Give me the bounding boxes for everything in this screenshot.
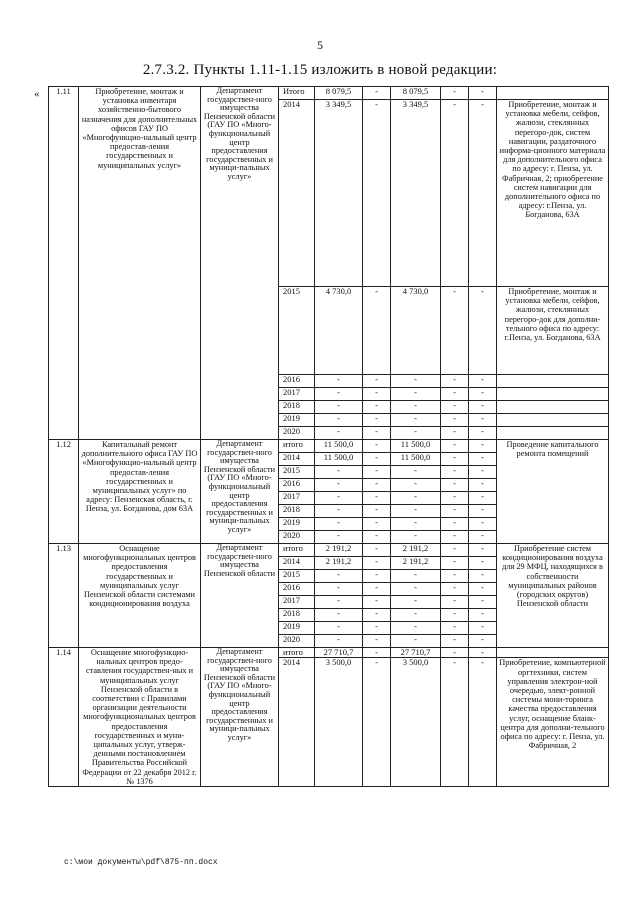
total-cell: 3 500,0 xyxy=(315,658,363,787)
federal-cell: - xyxy=(363,440,391,453)
total-cell: 4 730,0 xyxy=(315,287,363,375)
total-cell: - xyxy=(315,570,363,583)
federal-cell: - xyxy=(363,100,391,287)
federal-cell: - xyxy=(363,583,391,596)
regional-cell: 3 349,5 xyxy=(391,100,441,287)
federal-cell: - xyxy=(363,570,391,583)
offbudget-cell: - xyxy=(469,505,497,518)
year-cell: Итого xyxy=(279,87,315,100)
regional-cell: - xyxy=(391,479,441,492)
result-cell xyxy=(497,401,609,414)
offbudget-cell: - xyxy=(469,100,497,287)
item-executor: Департамент государствен-ного имущества Пензенской области (ГАУ ПО «Много-функциональный центр предоставления государственных и муници-пальных услуг» xyxy=(201,440,279,544)
program-table xyxy=(48,86,609,787)
regional-cell: - xyxy=(391,414,441,427)
year-cell: 2017 xyxy=(279,492,315,505)
year-cell: 2014 xyxy=(279,557,315,570)
municipal-cell: - xyxy=(441,505,469,518)
municipal-cell: - xyxy=(441,401,469,414)
year-cell: 2016 xyxy=(279,583,315,596)
regional-cell: 11 500,0 xyxy=(391,453,441,466)
total-cell: - xyxy=(315,518,363,531)
item-executor: Департамент государствен-ного имущества Пензенской области (ГАУ ПО «Много-функциональный центр предоставления государственных и муници-пальных услуг» xyxy=(201,87,279,440)
total-cell: 2 191,2 xyxy=(315,544,363,557)
result-cell xyxy=(497,388,609,401)
federal-cell: - xyxy=(363,635,391,648)
offbudget-cell: - xyxy=(469,388,497,401)
federal-cell: - xyxy=(363,609,391,622)
result-cell: Приобретение, монтаж и установка мебели, сейфов, жалюзи, стеклянных перегоро-док для дополни-тельного офиса по адресу: г.Пенза, ул. Богданова, 63А xyxy=(497,287,609,375)
federal-cell: - xyxy=(363,544,391,557)
year-cell: итого xyxy=(279,440,315,453)
federal-cell: - xyxy=(363,622,391,635)
regional-cell: 2 191,2 xyxy=(391,557,441,570)
municipal-cell: - xyxy=(441,414,469,427)
municipal-cell: - xyxy=(441,531,469,544)
result-cell: Приобретение, компьютерной оргтехники, систем управления электрон-ной очередью, элект-ронной системы мони-торинга качества предоставления услуг, оснащение бланк-центра для дополни-тельного офиса по адресу: г. Пенза, ул. Фабричная, 2 xyxy=(497,658,609,787)
year-cell: 2018 xyxy=(279,505,315,518)
federal-cell: - xyxy=(363,557,391,570)
regional-cell: - xyxy=(391,375,441,388)
federal-cell: - xyxy=(363,414,391,427)
regional-cell: 4 730,0 xyxy=(391,287,441,375)
municipal-cell: - xyxy=(441,388,469,401)
federal-cell: - xyxy=(363,375,391,388)
total-cell: - xyxy=(315,414,363,427)
municipal-cell: - xyxy=(441,466,469,479)
year-cell: 2014 xyxy=(279,658,315,787)
table-row xyxy=(49,648,609,658)
offbudget-cell: - xyxy=(469,492,497,505)
offbudget-cell: - xyxy=(469,531,497,544)
regional-cell: - xyxy=(391,596,441,609)
municipal-cell: - xyxy=(441,440,469,453)
municipal-cell: - xyxy=(441,518,469,531)
table-row xyxy=(49,440,609,453)
federal-cell: - xyxy=(363,466,391,479)
year-cell: 2015 xyxy=(279,287,315,375)
opening-quote: « xyxy=(34,88,40,100)
total-cell: - xyxy=(315,492,363,505)
regional-cell: - xyxy=(391,427,441,440)
year-cell: 2014 xyxy=(279,100,315,287)
table-row xyxy=(49,544,609,557)
offbudget-cell: - xyxy=(469,570,497,583)
total-cell: - xyxy=(315,505,363,518)
year-cell: 2018 xyxy=(279,401,315,414)
municipal-cell: - xyxy=(441,287,469,375)
offbudget-cell: - xyxy=(469,375,497,388)
municipal-cell: - xyxy=(441,658,469,787)
municipal-cell: - xyxy=(441,100,469,287)
regional-cell: - xyxy=(391,492,441,505)
total-cell: - xyxy=(315,427,363,440)
item-name: Оснащение многофункциональных центров предоставления государственных и муниципальных услуг Пензенской области системами кондиционирования воздуха xyxy=(79,544,201,648)
regional-cell: - xyxy=(391,635,441,648)
total-cell: 2 191,2 xyxy=(315,557,363,570)
offbudget-cell: - xyxy=(469,518,497,531)
result-cell xyxy=(497,648,609,658)
page-number: 5 xyxy=(317,38,323,52)
offbudget-cell: - xyxy=(469,557,497,570)
municipal-cell: - xyxy=(441,622,469,635)
result-cell: Приобретение систем кондиционирования воздуха для 29 МФЦ, находящихся в собственности муниципальных районов (городских округов) Пензенской области xyxy=(497,544,609,648)
year-cell: итого xyxy=(279,648,315,658)
offbudget-cell: - xyxy=(469,287,497,375)
municipal-cell: - xyxy=(441,492,469,505)
year-cell: 2019 xyxy=(279,622,315,635)
regional-cell: 2 191,2 xyxy=(391,544,441,557)
regional-cell: - xyxy=(391,583,441,596)
regional-cell: - xyxy=(391,622,441,635)
total-cell: - xyxy=(315,388,363,401)
municipal-cell: - xyxy=(441,609,469,622)
federal-cell: - xyxy=(363,658,391,787)
regional-cell: - xyxy=(391,518,441,531)
regional-cell: 11 500,0 xyxy=(391,440,441,453)
total-cell: - xyxy=(315,635,363,648)
federal-cell: - xyxy=(363,479,391,492)
federal-cell: - xyxy=(363,518,391,531)
total-cell: - xyxy=(315,531,363,544)
federal-cell: - xyxy=(363,87,391,100)
municipal-cell: - xyxy=(441,557,469,570)
regional-cell: - xyxy=(391,505,441,518)
result-cell xyxy=(497,414,609,427)
year-cell: итого xyxy=(279,544,315,557)
regional-cell: 3 500,0 xyxy=(391,658,441,787)
offbudget-cell: - xyxy=(469,648,497,658)
section-heading: 2.7.3.2. Пункты 1.11-1.15 изложить в новой редакции: xyxy=(142,62,498,78)
year-cell: 2014 xyxy=(279,453,315,466)
table-row xyxy=(49,87,609,100)
municipal-cell: - xyxy=(441,427,469,440)
municipal-cell: - xyxy=(441,544,469,557)
total-cell: 11 500,0 xyxy=(315,440,363,453)
offbudget-cell: - xyxy=(469,427,497,440)
item-executor: Департамент государствен-ного имущества Пензенской области (ГАУ ПО «Много-функциональный центр предоставления государственных и муници-пальных услуг» xyxy=(201,648,279,787)
offbudget-cell: - xyxy=(469,635,497,648)
federal-cell: - xyxy=(363,531,391,544)
item-number: 1.12 xyxy=(49,440,79,544)
year-cell: 2015 xyxy=(279,466,315,479)
regional-cell: 27 710,7 xyxy=(391,648,441,658)
result-cell xyxy=(497,427,609,440)
result-cell xyxy=(497,87,609,100)
item-executor: Департамент государствен-ного имущества Пензенской области xyxy=(201,544,279,648)
municipal-cell: - xyxy=(441,87,469,100)
regional-cell: - xyxy=(391,401,441,414)
federal-cell: - xyxy=(363,505,391,518)
municipal-cell: - xyxy=(441,596,469,609)
item-number: 1.14 xyxy=(49,648,79,787)
item-name: Капитальный ремонт дополнительного офиса ГАУ ПО «Многофункцио-нальный центр предостав-ления государственных и муниципальных услуг» по адресу: Пензенская область, г. Пенза, ул. Богданова, дом 63А xyxy=(79,440,201,544)
file-path-footer: c:\мои документы\pdf\875-пп.docx xyxy=(64,858,218,867)
federal-cell: - xyxy=(363,648,391,658)
item-number: 1.11 xyxy=(49,87,79,440)
federal-cell: - xyxy=(363,492,391,505)
regional-cell: - xyxy=(391,388,441,401)
total-cell: - xyxy=(315,479,363,492)
municipal-cell: - xyxy=(441,635,469,648)
year-cell: 2016 xyxy=(279,479,315,492)
offbudget-cell: - xyxy=(469,479,497,492)
offbudget-cell: - xyxy=(469,544,497,557)
federal-cell: - xyxy=(363,287,391,375)
item-number: 1.13 xyxy=(49,544,79,648)
offbudget-cell: - xyxy=(469,622,497,635)
offbudget-cell: - xyxy=(469,453,497,466)
municipal-cell: - xyxy=(441,479,469,492)
offbudget-cell: - xyxy=(469,440,497,453)
offbudget-cell: - xyxy=(469,609,497,622)
total-cell: 8 079,5 xyxy=(315,87,363,100)
total-cell: 27 710,7 xyxy=(315,648,363,658)
item-name: Оснащение многофункцио-нальных центров предо-ставления государствен-ных и муниципальных услуг Пензенской области в соответствии с Правилами организации деятельности многофункциональных центров предоставления государственных и муни-ципальных услуг, утверж-денными постановлением Правительства Российской Федерации от 22 декабря 2012 г. № 1376 xyxy=(79,648,201,787)
regional-cell: 8 079,5 xyxy=(391,87,441,100)
municipal-cell: - xyxy=(441,375,469,388)
federal-cell: - xyxy=(363,453,391,466)
year-cell: 2015 xyxy=(279,570,315,583)
result-cell: Приобретение, монтаж и установка мебели, сейфов, жалюзи, стеклянных перегоро-док, систем навигации, раздаточного информа-ционного материала для дополнительного офиса по адресу: г. Пенза, ул. Фабричная, 2; приобретение систем навигации для дополнительного офиса по адресу: г.Пенза, ул. Богданова, 63А xyxy=(497,100,609,287)
total-cell: - xyxy=(315,596,363,609)
year-cell: 2017 xyxy=(279,388,315,401)
municipal-cell: - xyxy=(441,453,469,466)
result-cell xyxy=(497,375,609,388)
municipal-cell: - xyxy=(441,570,469,583)
municipal-cell: - xyxy=(441,583,469,596)
year-cell: 2017 xyxy=(279,596,315,609)
offbudget-cell: - xyxy=(469,87,497,100)
federal-cell: - xyxy=(363,388,391,401)
year-cell: 2020 xyxy=(279,531,315,544)
federal-cell: - xyxy=(363,596,391,609)
item-name: Приобретение, монтаж и установка инвентаря хозяйственно-бытового назначения для дополнительных офисов ГАУ ПО «Многофункцио-нальный центр предостав-ления государственных и муниципальных услуг» xyxy=(79,87,201,440)
regional-cell: - xyxy=(391,609,441,622)
offbudget-cell: - xyxy=(469,414,497,427)
total-cell: - xyxy=(315,622,363,635)
year-cell: 2018 xyxy=(279,609,315,622)
year-cell: 2019 xyxy=(279,518,315,531)
total-cell: - xyxy=(315,609,363,622)
municipal-cell: - xyxy=(441,648,469,658)
year-cell: 2019 xyxy=(279,414,315,427)
federal-cell: - xyxy=(363,401,391,414)
offbudget-cell: - xyxy=(469,466,497,479)
regional-cell: - xyxy=(391,570,441,583)
year-cell: 2020 xyxy=(279,635,315,648)
total-cell: - xyxy=(315,401,363,414)
year-cell: 2020 xyxy=(279,427,315,440)
total-cell: - xyxy=(315,375,363,388)
total-cell: - xyxy=(315,583,363,596)
year-cell: 2016 xyxy=(279,375,315,388)
regional-cell: - xyxy=(391,531,441,544)
federal-cell: - xyxy=(363,427,391,440)
offbudget-cell: - xyxy=(469,583,497,596)
result-cell: Проведение капитального ремонта помещений xyxy=(497,440,609,544)
regional-cell: - xyxy=(391,466,441,479)
offbudget-cell: - xyxy=(469,401,497,414)
total-cell: 3 349,5 xyxy=(315,100,363,287)
offbudget-cell: - xyxy=(469,658,497,787)
offbudget-cell: - xyxy=(469,596,497,609)
total-cell: 11 500,0 xyxy=(315,453,363,466)
total-cell: - xyxy=(315,466,363,479)
